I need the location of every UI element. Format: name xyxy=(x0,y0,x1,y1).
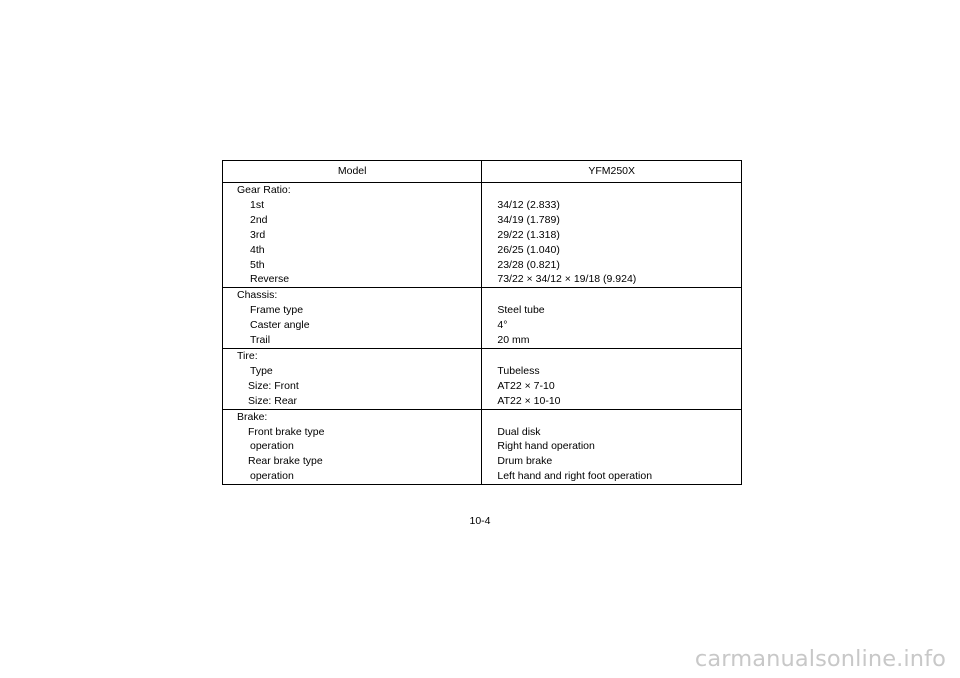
row-label: operation xyxy=(223,469,482,484)
model-value-header: YFM250X xyxy=(482,161,742,183)
row-label: Front brake type xyxy=(223,425,482,440)
section-label-brake: Brake: xyxy=(223,409,482,424)
specifications-table xyxy=(222,160,742,485)
row-label: 3rd xyxy=(223,228,482,243)
model-header: Model xyxy=(223,161,482,183)
table-row xyxy=(223,439,742,454)
page-number: 10-4 xyxy=(469,515,491,527)
row-label: Type xyxy=(223,364,482,379)
row-value: 73/22 × 34/12 × 19/18 (9.924) xyxy=(482,272,742,287)
section-row-gear-ratio xyxy=(223,183,742,198)
row-value: 23/28 (0.821) xyxy=(482,258,742,273)
section-label-tire: Tire: xyxy=(223,348,482,363)
table-row xyxy=(223,394,742,409)
section-row-tire xyxy=(223,348,742,363)
row-label: 5th xyxy=(223,258,482,273)
row-label: Reverse xyxy=(223,272,482,287)
row-label: 4th xyxy=(223,243,482,258)
table-row xyxy=(223,379,742,394)
table-row xyxy=(223,198,742,213)
row-label: Trail xyxy=(223,333,482,348)
row-label: operation xyxy=(223,439,482,454)
row-label: 1st xyxy=(223,198,482,213)
row-value: 20 mm xyxy=(482,333,742,348)
table-row xyxy=(223,469,742,484)
row-value: AT22 × 10-10 xyxy=(482,394,742,409)
table-row xyxy=(223,303,742,318)
row-value: Drum brake xyxy=(482,454,742,469)
row-label: Frame type xyxy=(223,303,482,318)
row-value: 29/22 (1.318) xyxy=(482,228,742,243)
row-label: Size: Front xyxy=(223,379,482,394)
row-value: AT22 × 7-10 xyxy=(482,379,742,394)
row-value: 4° xyxy=(482,318,742,333)
row-label: Rear brake type xyxy=(223,454,482,469)
table-row xyxy=(223,425,742,440)
row-label: 2nd xyxy=(223,213,482,228)
row-value: Steel tube xyxy=(482,303,742,318)
table-row xyxy=(223,454,742,469)
section-label-gear-ratio: Gear Ratio: xyxy=(223,183,482,198)
table-row xyxy=(223,258,742,273)
table-row xyxy=(223,243,742,258)
row-value: Tubeless xyxy=(482,364,742,379)
row-value: 26/25 (1.040) xyxy=(482,243,742,258)
watermark: carmanualsonline.info xyxy=(694,646,946,672)
table-row xyxy=(223,213,742,228)
row-value: Dual disk xyxy=(482,425,742,440)
table-row xyxy=(223,318,742,333)
row-value: 34/12 (2.833) xyxy=(482,198,742,213)
table-row xyxy=(223,228,742,243)
row-value: 34/19 (1.789) xyxy=(482,213,742,228)
row-value: Left hand and right foot operation xyxy=(482,469,742,484)
row-label: Size: Rear xyxy=(223,394,482,409)
row-label: Caster angle xyxy=(223,318,482,333)
section-row-chassis xyxy=(223,288,742,303)
table-row xyxy=(223,272,742,287)
section-label-chassis: Chassis: xyxy=(223,288,482,303)
section-row-brake xyxy=(223,409,742,424)
row-value: Right hand operation xyxy=(482,439,742,454)
table-header-row xyxy=(223,161,742,183)
table-row xyxy=(223,333,742,348)
table-row xyxy=(223,364,742,379)
